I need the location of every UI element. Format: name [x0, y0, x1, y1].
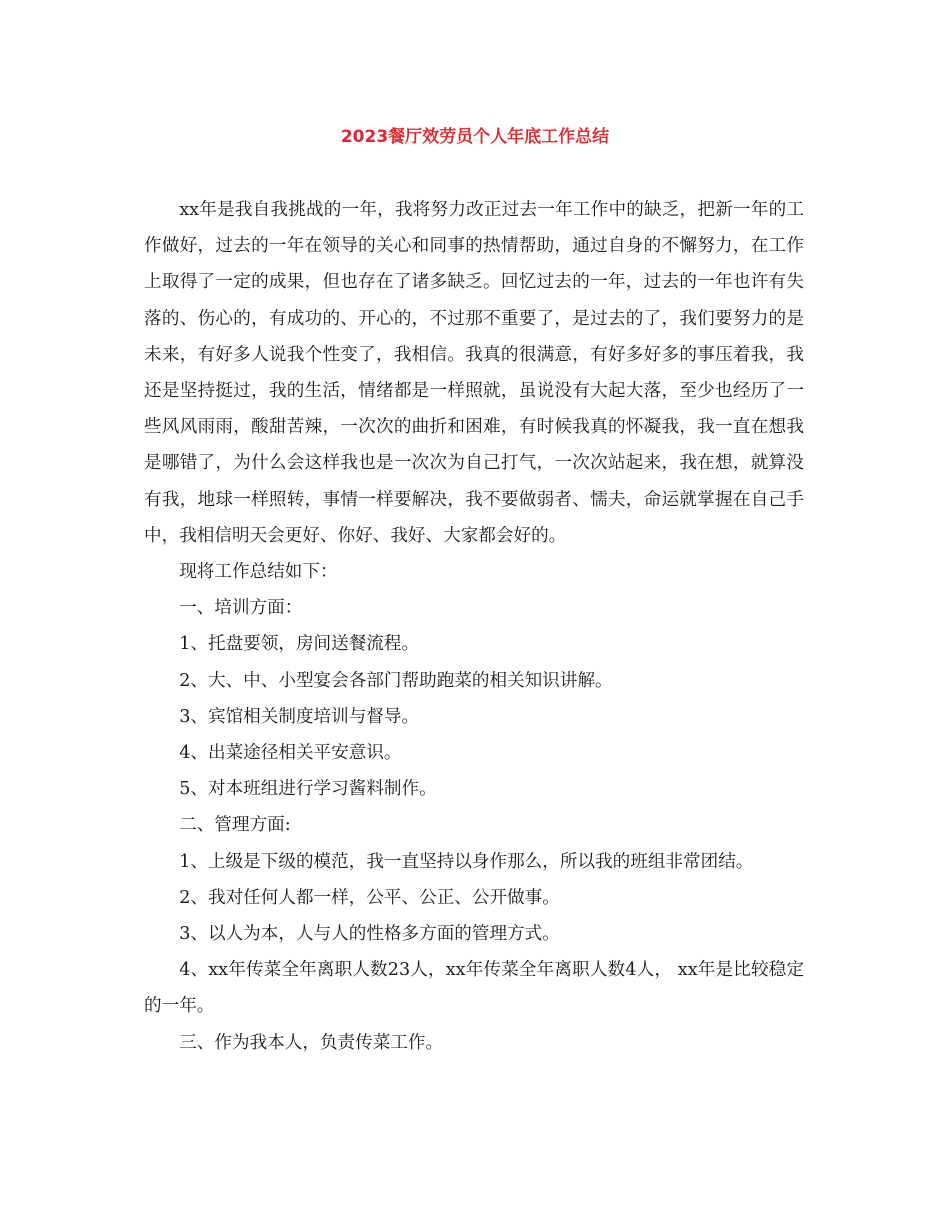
document-title: 2023餐厅效劳员个人年底工作总结 [340, 127, 610, 147]
list-item: 3、以人为本，人与人的性格多方面的管理方式。 [179, 924, 560, 945]
section-heading-personal: 三、作为我本人，负责传菜工作。 [179, 1032, 444, 1053]
paragraph-summary-lead: 现将工作总结如下： [179, 562, 338, 583]
list-item: 1、托盘要领，房间送餐流程。 [179, 634, 420, 655]
section-heading-management: 二、管理方面: [179, 815, 291, 836]
list-item: 2、大、中、小型宴会各部门帮助跑菜的相关知识讲解。 [179, 670, 613, 691]
list-item: 1、上级是下级的模范，我一直坚持以身作那么，所以我的班组非常团结。 [179, 851, 754, 872]
list-item: 3、宾馆相关制度培训与督导。 [179, 706, 420, 727]
paragraph-intro: xx年是我自我挑战的一年，我将努力改正过去一年工作中的缺乏，把新一年的工作做好，过去的一年在领导的关心和同事的热情帮助，通过自身的不懈努力，在工作上取得了一定的成果，但也存在了诸多缺乏。回忆过去的一年，过去的一年也许有失落的、伤心的，有成功的、开心的，不过那不重要了，是过去的了，我们要努力的是未来，有好多人说我个性变了，我相信。我真的很满意，有好多好多的事压着我，我还是坚持挺过，我的生活，情绪都是一样照就，虽说没有大起大落，至少也经历了一些风风雨雨，酸甜苦辣，一次次的曲折和困难，有时候我真的怀凝我，我一直在想我是哪错了，为什么会这样我也是一次次为自己打气，一次次站起来，我在想，就算没有我，地球一样照转，事情一样要解决，我不要做弱者、懦夫，命运就掌握在自己手中，我相信明天会更好、你好、我好、大家都会好的。 [144, 200, 804, 546]
list-item: 4、xx年传菜全年离职人数23人，xx年传菜全年离职人数4人， xx年是比较稳定的一年。 [144, 960, 804, 1017]
list-item: 4、出菜途径相关平安意识。 [179, 743, 402, 764]
document-body [144, 192, 804, 1061]
list-item: 5、对本班组进行学习酱料制作。 [179, 779, 437, 800]
list-item: 2、我对任何人都一样，公平、公正、公开做事。 [179, 887, 560, 908]
section-heading-training: 一、培训方面： [179, 598, 303, 619]
